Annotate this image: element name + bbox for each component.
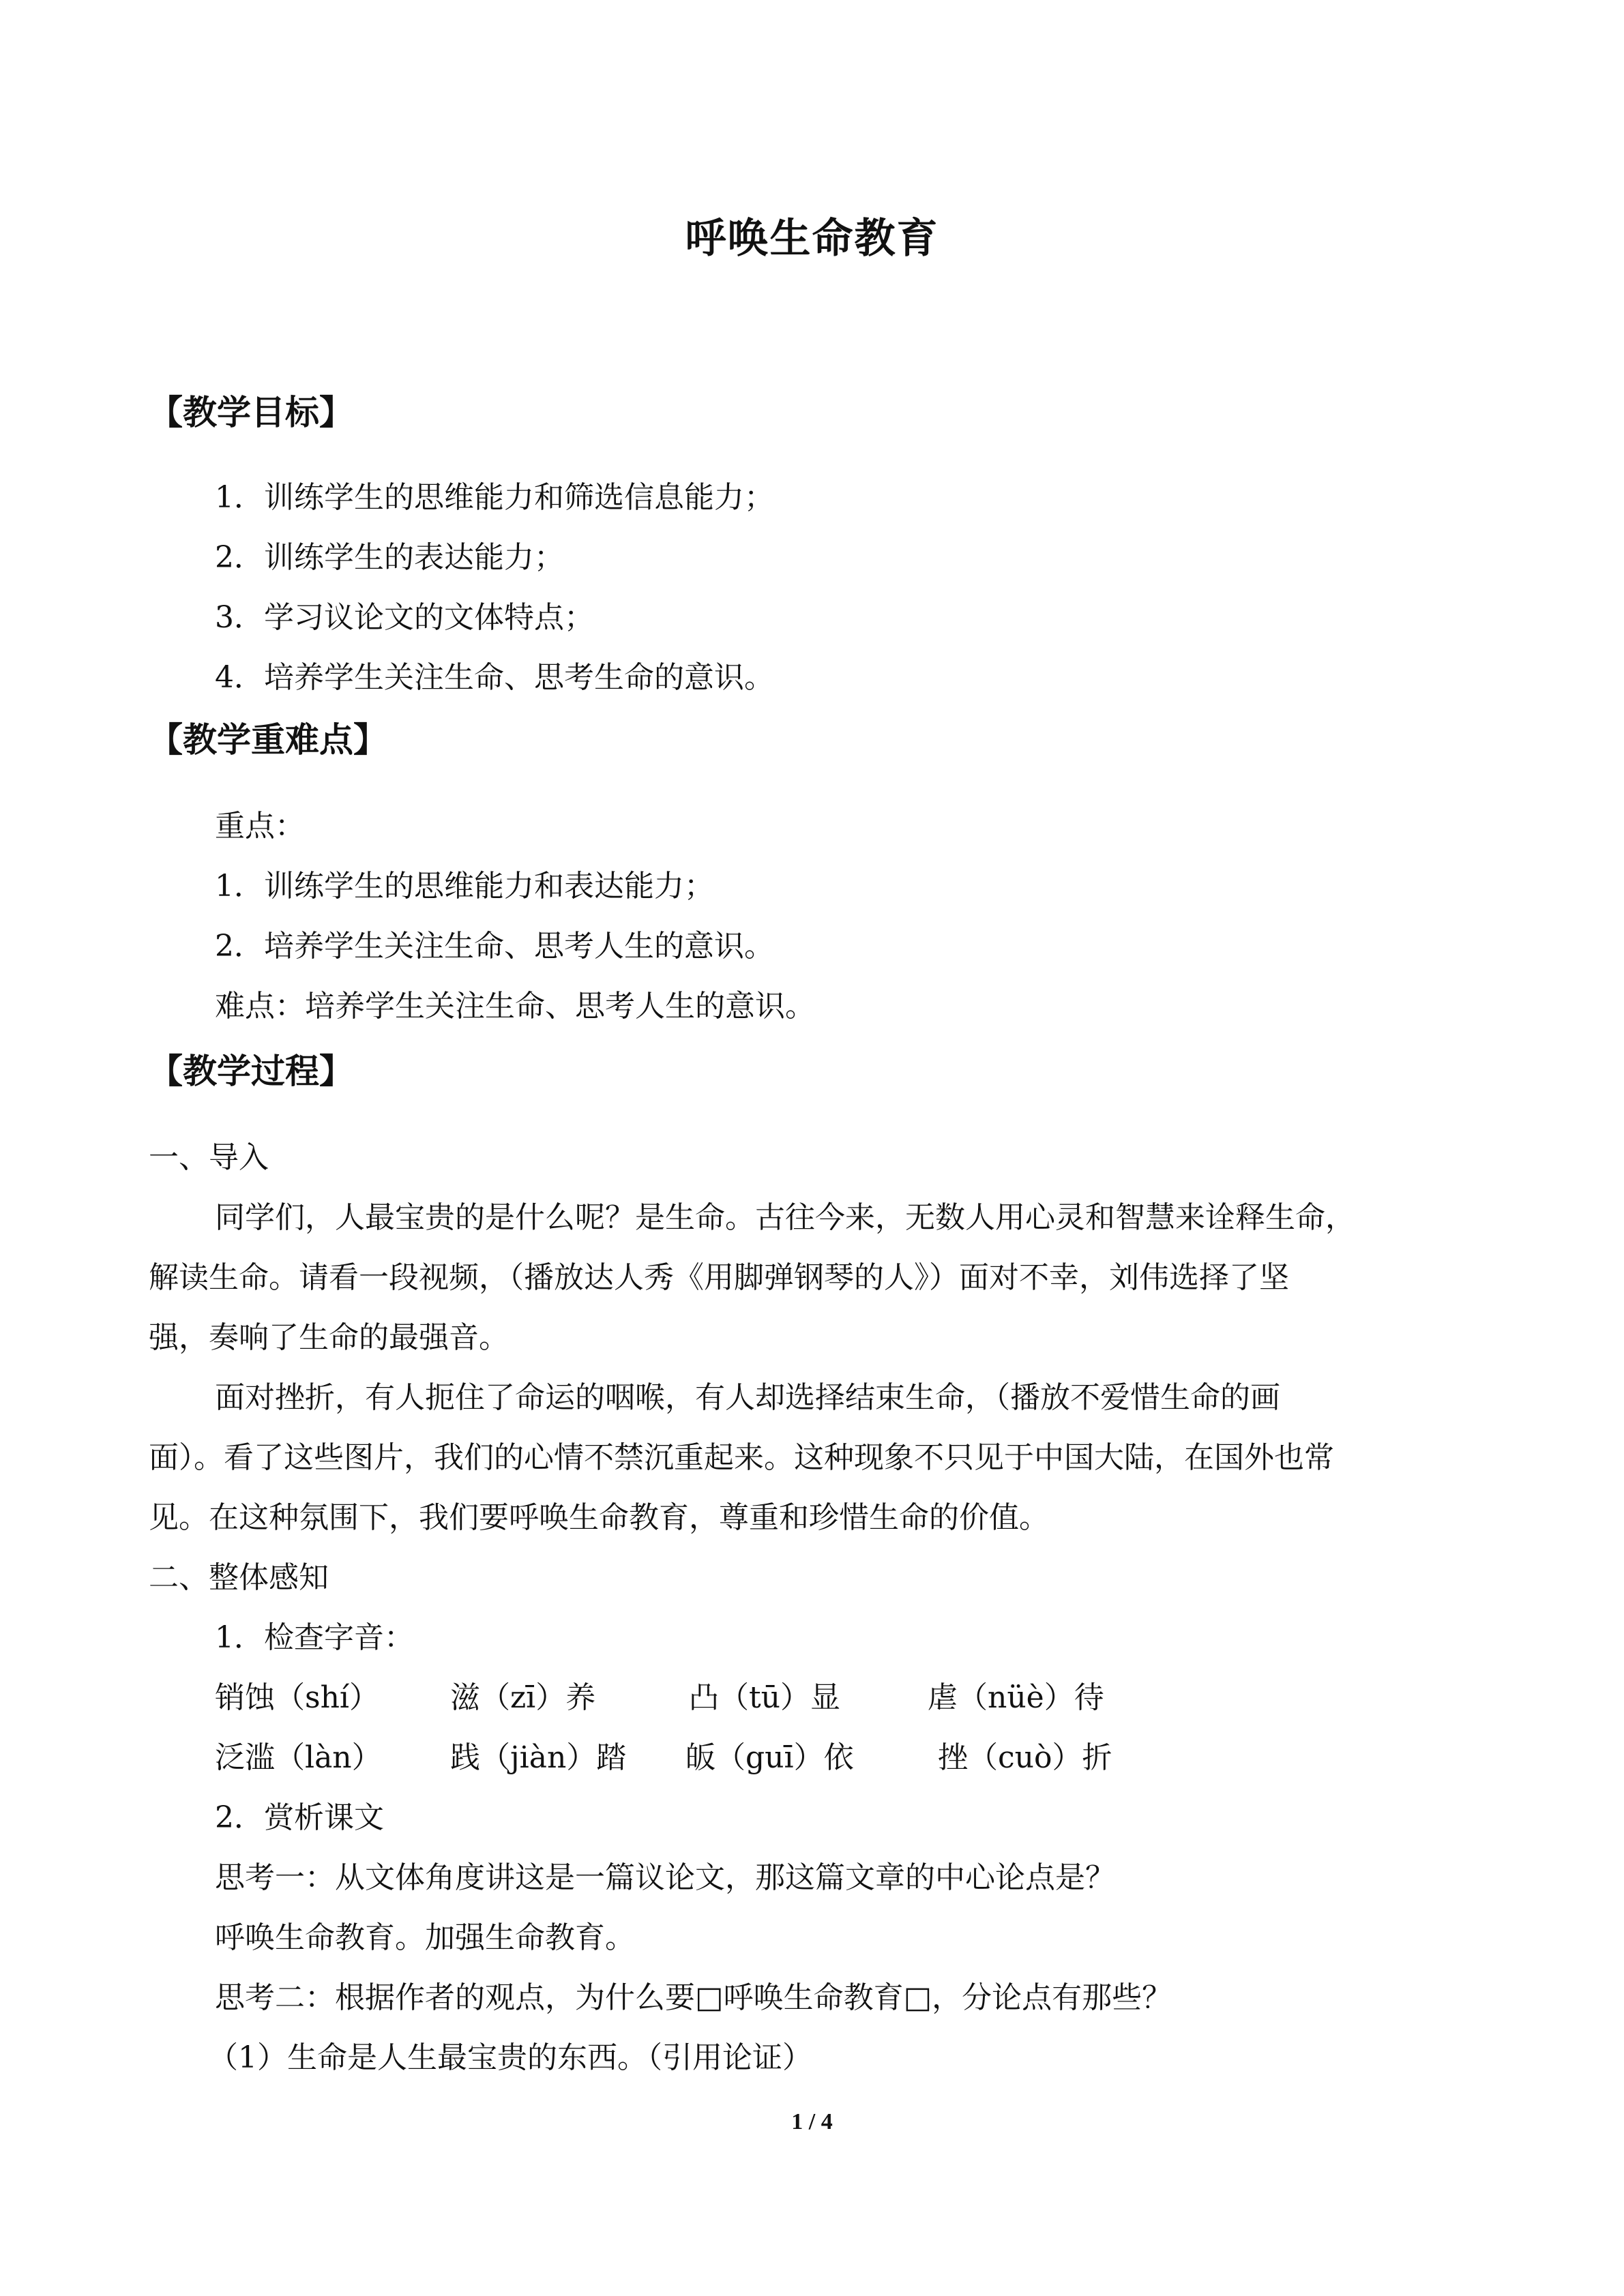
pronunciation-item: 虐（nüè）待 bbox=[928, 1680, 1104, 1715]
answer-1: 呼唤生命教育。加强生命教育。 bbox=[215, 1920, 635, 1955]
pronunciation-item: 挫（cuò）折 bbox=[938, 1740, 1112, 1775]
part1-para2-line1: 面对挫折，有人扼住了命运的咽喉，有人却选择结束生命，（播放不爱惜生命的画 bbox=[215, 1380, 1280, 1415]
focus-item-2: 2．培养学生关注生命、思考人生的意识。 bbox=[215, 929, 774, 964]
objective-item-1: 1．训练学生的思维能力和筛选信息能力； bbox=[215, 480, 774, 515]
part1-para1-line1: 同学们，人最宝贵的是什么呢？是生命。古往今来，无数人用心灵和智慧来诠释生命， bbox=[215, 1200, 1355, 1235]
objective-item-2: 2．训练学生的表达能力； bbox=[215, 540, 564, 575]
heading-objectives: 【教学目标】 bbox=[149, 393, 353, 432]
step2-label: 2．赏析课文 bbox=[215, 1800, 384, 1835]
sub-point-1: （1）生命是人生最宝贵的东西。（引用论证） bbox=[208, 2040, 812, 2075]
page-number: 1 / 4 bbox=[791, 2109, 833, 2134]
focus-label: 重点： bbox=[215, 809, 305, 844]
pronunciation-item: 凸（tū）显 bbox=[689, 1680, 841, 1715]
heading-key-points: 【教学重难点】 bbox=[149, 720, 387, 760]
focus-item-1: 1．训练学生的思维能力和表达能力； bbox=[215, 869, 714, 904]
part1-para2-line2: 面）。看了这些图片，我们的心情不禁沉重起来。这种现象不只见于中国大陆，在国外也常 bbox=[149, 1440, 1334, 1475]
part2-title: 二、整体感知 bbox=[149, 1560, 329, 1595]
objective-item-3: 3．学习议论文的文体特点； bbox=[215, 600, 594, 635]
step1-label: 1．检查字音： bbox=[215, 1620, 414, 1655]
objective-item-4: 4．培养学生关注生命、思考生命的意识。 bbox=[215, 660, 774, 695]
pronunciation-item: 滋（zī）养 bbox=[450, 1680, 596, 1715]
heading-process: 【教学过程】 bbox=[149, 1052, 353, 1091]
part1-para1-line2: 解读生命。请看一段视频，（播放达人秀《用脚弹钢琴的人》）面对不幸，刘伟选择了坚 bbox=[149, 1260, 1289, 1295]
part1-para2-line3: 见。在这种氛围下，我们要呼唤生命教育，尊重和珍惜生命的价值。 bbox=[149, 1500, 1049, 1535]
difficulty-line: 难点：培养学生关注生命、思考人生的意识。 bbox=[215, 989, 815, 1024]
pronunciation-item: 皈（guī）依 bbox=[685, 1740, 854, 1775]
part1-title: 一、导入 bbox=[149, 1140, 269, 1175]
part1-para1-line3: 强，奏响了生命的最强音。 bbox=[149, 1320, 509, 1355]
pronunciation-item: 泛滥（làn） bbox=[215, 1740, 382, 1775]
question-1: 思考一：从文体角度讲这是一篇议论文，那这篇文章的中心论点是？ bbox=[215, 1860, 1115, 1895]
pronunciation-item: 销蚀（shí） bbox=[215, 1680, 379, 1715]
question-2: 思考二：根据作者的观点，为什么要□呼唤生命教育□，分论点有那些？ bbox=[215, 1980, 1172, 2015]
pronunciation-item: 践（jiàn）踏 bbox=[450, 1740, 627, 1775]
document-title: 呼唤生命教育 bbox=[685, 215, 939, 263]
